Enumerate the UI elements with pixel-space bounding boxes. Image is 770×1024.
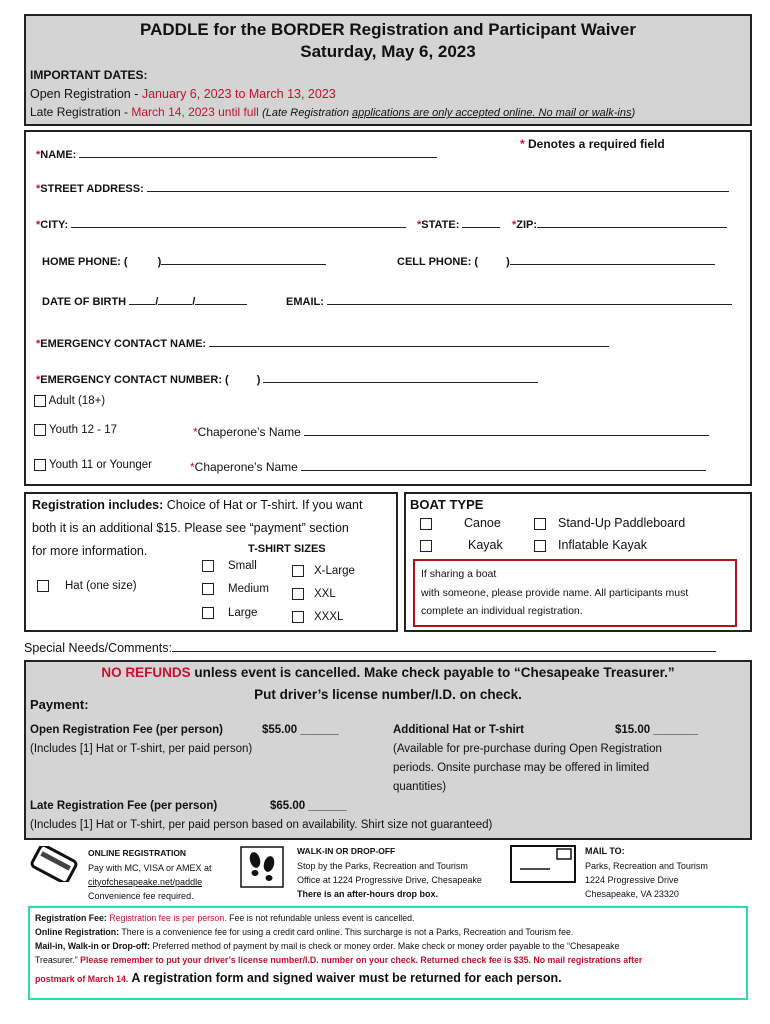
online-link[interactable]: cityofchesapeake.net/paddle bbox=[88, 877, 203, 887]
email-field[interactable]: EMAIL: bbox=[286, 293, 732, 308]
home-phone-field[interactable]: HOME PHONE: ( ) bbox=[42, 253, 326, 268]
footer-fee-line: Registration Fee: Registration fee is per person. Fee is not refundable unless event is cancelled. bbox=[35, 913, 415, 923]
walkin-line2: Office at 1224 Progressive Drive, Chesapeake bbox=[297, 875, 482, 885]
no-refunds-note: NO REFUNDS unless event is cancelled. Make check payable to “Chesapeake Treasurer.” bbox=[101, 665, 675, 680]
online-title: ONLINE REGISTRATION bbox=[88, 848, 187, 858]
youth-11-option[interactable]: Youth 11 or Younger bbox=[34, 459, 152, 471]
late-registration-dates: Late Registration - March 14, 2023 until full (Late Registration applications are only accepted online. No mail or walk-ins) bbox=[30, 105, 636, 119]
tshirt-sizes-heading: T-SHIRT SIZES bbox=[248, 543, 326, 555]
size-xlarge[interactable]: X-Large bbox=[292, 565, 355, 577]
envelope-icon bbox=[510, 845, 576, 883]
mail-line3: Chesapeake, VA 23320 bbox=[585, 889, 679, 899]
size-medium[interactable]: Medium bbox=[202, 583, 269, 595]
size-xxl[interactable]: XXL bbox=[292, 588, 336, 600]
form-title: PADDLE for the BORDER Registration and Participant Waiver bbox=[140, 20, 636, 39]
late-fee-amount[interactable]: $65.00 ______ bbox=[270, 800, 347, 812]
extra-item-label: Additional Hat or T-shirt bbox=[393, 724, 524, 736]
boat-kayak[interactable]: Kayak bbox=[420, 538, 503, 552]
chaperone-name-field-2[interactable]: *Chaperone’s Name bbox=[190, 459, 706, 474]
extra-note-2: periods. Onsite purchase may be offered in limited bbox=[393, 762, 650, 774]
important-dates-heading: IMPORTANT DATES: bbox=[30, 68, 148, 82]
adult-checkbox[interactable] bbox=[34, 395, 46, 407]
extra-note-1: (Available for pre-purchase during Open Registration bbox=[393, 743, 662, 755]
size-xlarge-checkbox[interactable] bbox=[292, 565, 304, 577]
name-field[interactable]: *NAME: bbox=[36, 146, 437, 161]
boat-sup[interactable]: Stand-Up Paddleboard bbox=[534, 516, 685, 530]
license-note: Put driver’s license number/I.D. on check. bbox=[254, 687, 522, 702]
footprints-icon bbox=[240, 846, 284, 888]
payment-label: Payment: bbox=[30, 697, 89, 712]
footer-treasurer-line: Treasurer.” Please remember to put your driver’s license number/I.D. number on your check. Returned check fee is $35. No mail registrations after bbox=[35, 955, 643, 965]
open-fee-note: (Includes [1] Hat or T-shirt, per paid person) bbox=[30, 743, 253, 755]
boat-inflatable[interactable]: Inflatable Kayak bbox=[534, 538, 647, 552]
walkin-title: WALK-IN OR DROP-OFF bbox=[297, 846, 396, 856]
boat-type-heading: BOAT TYPE bbox=[410, 497, 484, 512]
late-fee-label: Late Registration Fee (per person) bbox=[30, 800, 218, 812]
cell-phone-field[interactable]: CELL PHONE: ( ) bbox=[397, 253, 715, 268]
online-line3: Convenience fee required. bbox=[88, 891, 194, 901]
hat-option[interactable]: Hat (one size) bbox=[37, 580, 137, 592]
youth-12-17-option[interactable]: Youth 12 - 17 bbox=[34, 424, 117, 436]
street-address-field[interactable]: *STREET ADDRESS: bbox=[36, 180, 729, 195]
special-needs-field[interactable]: Special Needs/Comments: bbox=[24, 640, 716, 655]
adult-option[interactable]: Adult (18+) bbox=[34, 395, 105, 407]
extra-note-3: quantities) bbox=[393, 781, 447, 793]
event-date: Saturday, May 6, 2023 bbox=[300, 42, 476, 61]
walkin-line3: There is an after-hours drop box. bbox=[297, 889, 439, 899]
city-field[interactable]: *CITY: bbox=[36, 216, 406, 231]
required-field-note: * Denotes a required field bbox=[520, 137, 665, 151]
kayak-checkbox[interactable] bbox=[420, 540, 432, 552]
inflatable-checkbox[interactable] bbox=[534, 540, 546, 552]
size-xxxl-checkbox[interactable] bbox=[292, 611, 304, 623]
open-fee-label: Open Registration Fee (per person) bbox=[30, 724, 223, 736]
registration-includes-text: Registration includes: Choice of Hat or T-shirt. If you want bbox=[32, 498, 363, 512]
emergency-contact-name-field[interactable]: *EMERGENCY CONTACT NAME: bbox=[36, 335, 609, 350]
state-field[interactable]: *STATE: bbox=[417, 216, 500, 231]
mail-line1: Parks, Recreation and Tourism bbox=[585, 861, 708, 871]
open-fee-amount[interactable]: $55.00 ______ bbox=[262, 724, 339, 736]
late-fee-note: (Includes [1] Hat or T-shirt, per paid person based on availability. Shirt size not guaranteed) bbox=[30, 819, 493, 831]
zip-field[interactable]: *ZIP: bbox=[512, 216, 727, 231]
extra-item-amount[interactable]: $15.00 _______ bbox=[615, 724, 699, 736]
youth-12-17-checkbox[interactable] bbox=[34, 424, 46, 436]
online-line1: Pay with MC, VISA or AMEX at bbox=[88, 863, 212, 873]
footer-final-line: postmark of March 14. A registration form and signed waiver must be returned for each person. bbox=[35, 971, 562, 985]
footer-mail-line: Mail-in, Walk-in or Drop-off: Preferred method of payment by mail is check or money order. Make check or money order payable to the “Chesapeake bbox=[35, 941, 620, 951]
size-large[interactable]: Large bbox=[202, 607, 257, 619]
registration-includes-line3: for more information. bbox=[32, 544, 148, 558]
date-of-birth-field[interactable]: DATE OF BIRTH / / bbox=[42, 293, 247, 308]
youth-11-checkbox[interactable] bbox=[34, 459, 46, 471]
size-medium-checkbox[interactable] bbox=[202, 583, 214, 595]
sup-checkbox[interactable] bbox=[534, 518, 546, 530]
walkin-line1: Stop by the Parks, Recreation and Tourism bbox=[297, 861, 468, 871]
hat-checkbox[interactable] bbox=[37, 580, 49, 592]
share-note-line2: with someone, please provide name. All participants must bbox=[421, 587, 689, 599]
registration-includes-line2: both it is an additional $15. Please see “payment” section bbox=[32, 521, 349, 535]
canoe-checkbox[interactable] bbox=[420, 518, 432, 530]
size-large-checkbox[interactable] bbox=[202, 607, 214, 619]
size-xxl-checkbox[interactable] bbox=[292, 588, 304, 600]
open-registration-dates: Open Registration - January 6, 2023 to March 13, 2023 bbox=[30, 87, 336, 101]
footer-online-line: Online Registration: There is a convenience fee for using a credit card online. This surcharge is not a Parks, Recreation and Tourism fee. bbox=[35, 927, 574, 937]
size-small-checkbox[interactable] bbox=[202, 560, 214, 572]
size-small[interactable]: Small bbox=[202, 560, 257, 572]
chaperone-name-field-1[interactable]: *Chaperone’s Name bbox=[193, 424, 709, 439]
mail-line2: 1224 Progressive Drive bbox=[585, 875, 679, 885]
share-note-line1: If sharing a boat bbox=[421, 568, 497, 580]
emergency-contact-number-field[interactable]: *EMERGENCY CONTACT NUMBER: ( ) bbox=[36, 371, 538, 386]
mail-title: MAIL TO: bbox=[585, 846, 625, 856]
share-note-line3: complete an individual registration. bbox=[421, 605, 583, 617]
credit-card-icon bbox=[28, 846, 80, 882]
boat-canoe[interactable]: Canoe bbox=[420, 516, 501, 530]
size-xxxl[interactable]: XXXL bbox=[292, 611, 343, 623]
